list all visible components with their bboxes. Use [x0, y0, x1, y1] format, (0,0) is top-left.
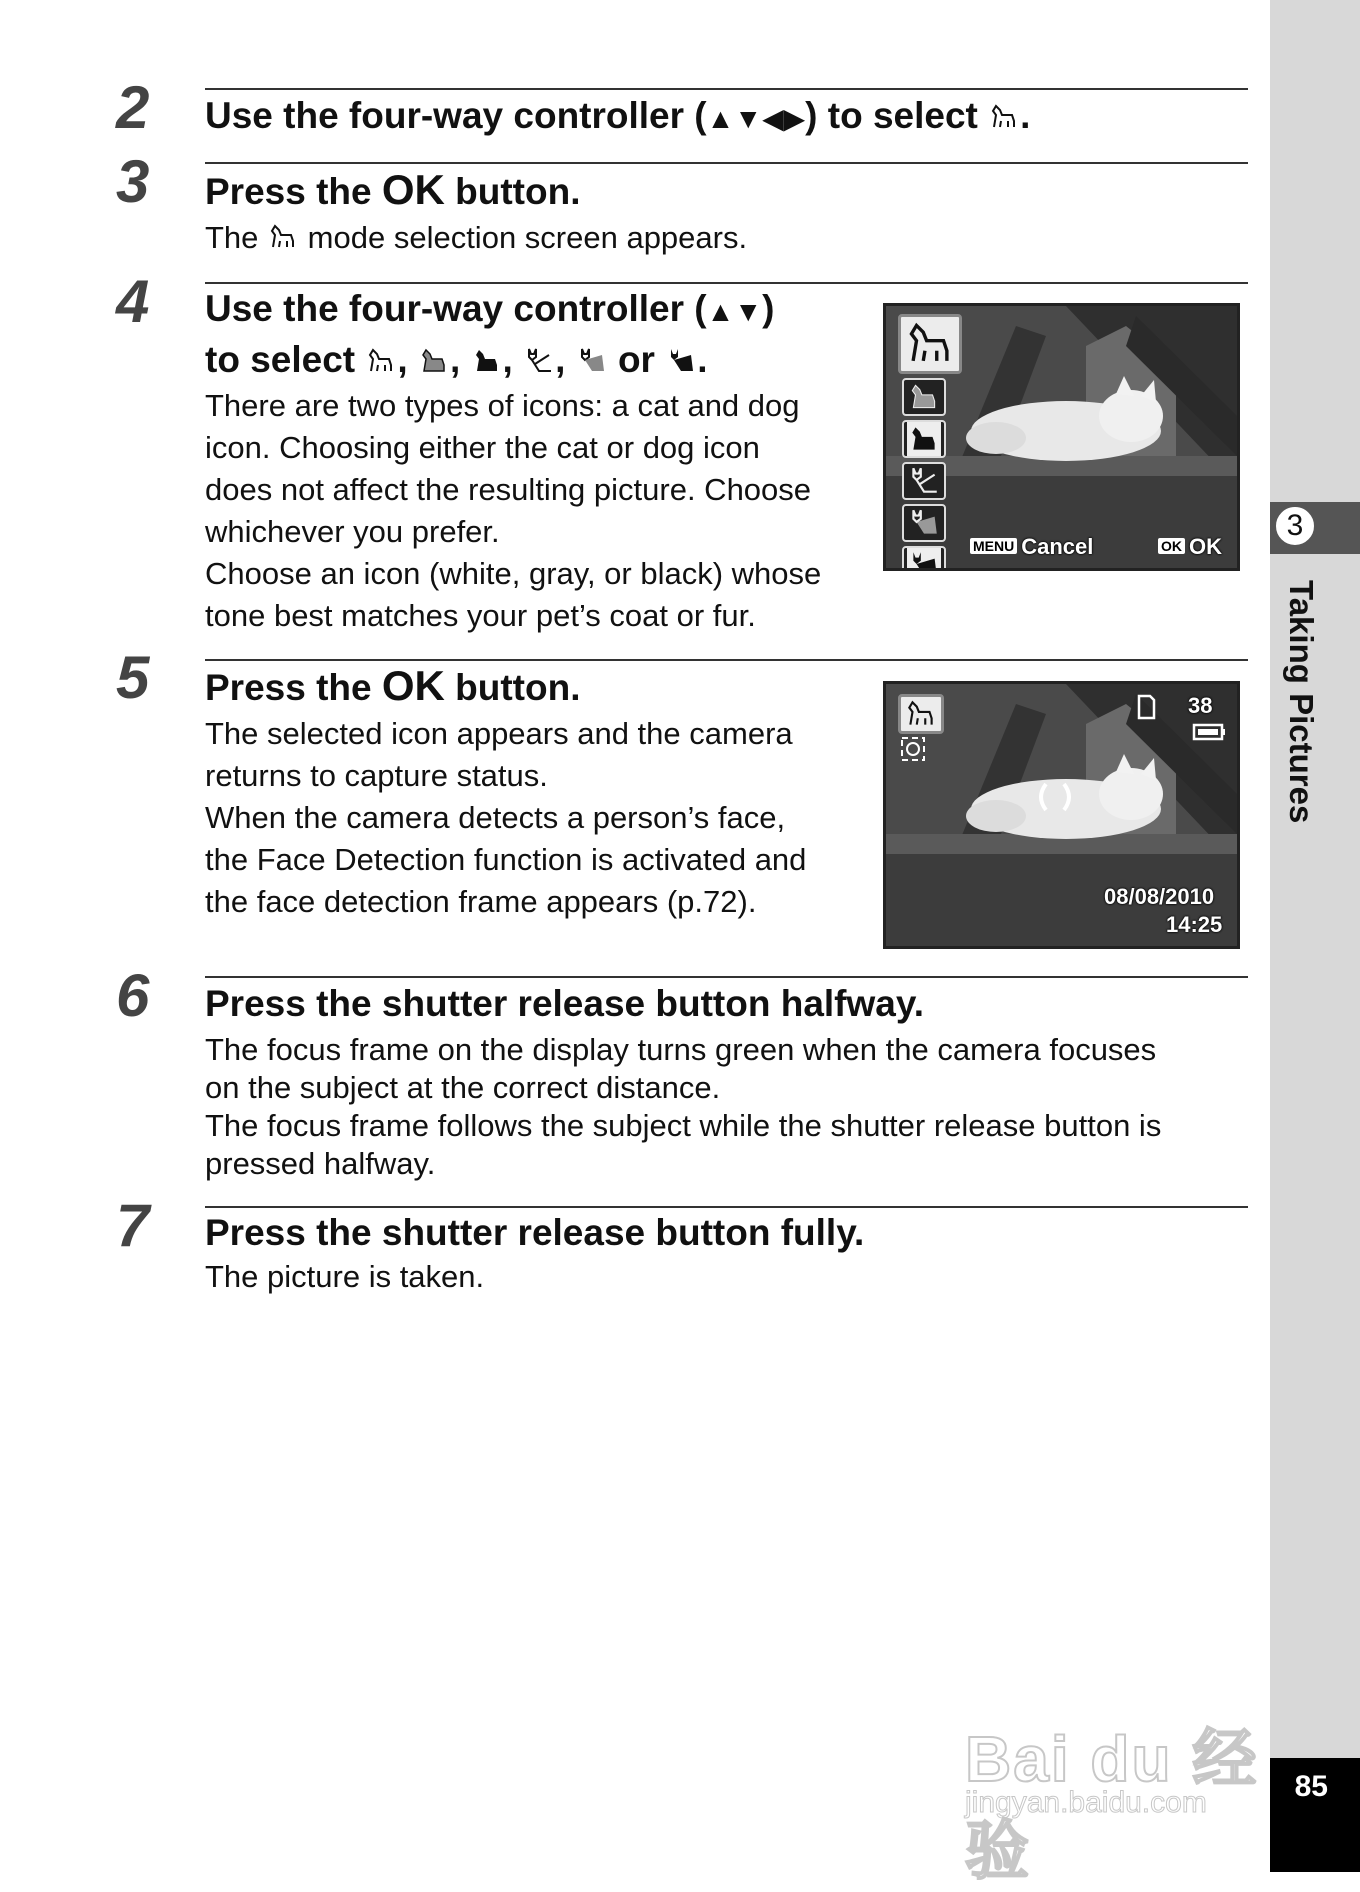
step-body	[205, 713, 806, 923]
body-line: The picture is taken.	[205, 1259, 485, 1294]
body-line: the Face Detection function is activated and	[205, 842, 807, 877]
camera-screen-capture	[883, 681, 1240, 949]
step-number: 4	[116, 268, 150, 335]
step-title	[205, 92, 1030, 143]
title-text: ) to select	[805, 95, 978, 136]
chapter-title: Taking Pictures	[1283, 580, 1320, 824]
time-display: 14:25	[1166, 912, 1223, 937]
step-title	[205, 285, 774, 384]
dog-white-icon	[988, 97, 1020, 129]
step-number: 5	[116, 644, 150, 711]
body-text: mode selection screen appears.	[307, 220, 748, 255]
arrow-keys-icon: ▲▼◀▶	[706, 103, 806, 134]
step-number: 3	[116, 148, 150, 215]
baidu-watermark	[965, 1668, 1275, 1887]
body-line: There are two types of icons: a cat and dog	[205, 388, 800, 423]
mode-option-dog-gray[interactable]	[902, 378, 946, 416]
body-line: icon. Choosing either the cat or dog icon	[205, 430, 760, 465]
ok-button-glyph: OK	[381, 166, 445, 213]
step-title: Press the shutter release button halfway.	[205, 983, 924, 1024]
separator: ,	[397, 339, 408, 380]
title-text: .	[1020, 95, 1031, 136]
title-text: button.	[455, 171, 581, 212]
step-divider	[205, 282, 1248, 284]
title-text: Use the four-way controller (	[205, 95, 707, 136]
body-line: pressed halfway.	[205, 1146, 436, 1181]
cat-gray-icon	[576, 341, 608, 373]
separator: .	[697, 339, 708, 380]
title-text: Press the	[205, 667, 372, 708]
ok-button-glyph: OK	[381, 662, 445, 709]
step-divider	[205, 976, 1248, 978]
mode-option-cat-black[interactable]	[902, 546, 946, 571]
mode-option-dog-white[interactable]	[898, 314, 962, 374]
body-line: does not affect the resulting picture. Choose	[205, 472, 812, 507]
chapter-number: 3	[1273, 504, 1317, 548]
menu-key-badge: MENU	[970, 538, 1017, 554]
step-divider	[205, 659, 1248, 661]
step-body	[205, 385, 821, 637]
step-divider	[205, 162, 1248, 164]
body-line: whichever you prefer.	[205, 514, 500, 549]
arrow-keys-icon: ▲▼	[706, 296, 763, 327]
camera-screen-mode-select	[883, 303, 1240, 571]
body-line: tone best matches your pet’s coat or fur.	[205, 598, 756, 633]
body-line: The focus frame on the display turns green when the camera focuses	[205, 1032, 1157, 1067]
body-line: The selected icon appears and the camera	[205, 716, 793, 751]
chapter-strip	[1270, 0, 1360, 1872]
ok-hint[interactable]	[1158, 534, 1222, 560]
ok-key-badge: OK	[1158, 538, 1185, 554]
step-number: 7	[116, 1192, 150, 1259]
cancel-hint[interactable]	[970, 534, 1093, 560]
watermark-site: jingyan.baidu.com	[965, 1786, 1207, 1819]
body-line: on the subject at the correct distance.	[205, 1070, 721, 1105]
dog-white-icon	[365, 341, 397, 373]
pet-mode-icon-list	[898, 314, 958, 571]
separator: ,	[502, 339, 513, 380]
step-body	[205, 1031, 1161, 1183]
step-divider	[205, 1206, 1248, 1208]
cat-white-icon	[523, 341, 555, 373]
page-number: 85	[1294, 1770, 1328, 1803]
body-line: When the camera detects a person’s face,	[205, 800, 786, 835]
mode-option-cat-gray[interactable]	[902, 504, 946, 542]
body-line: returns to capture status.	[205, 758, 548, 793]
title-text: Use the four-way controller (	[205, 288, 707, 329]
separator: ,	[449, 339, 461, 380]
shots-remaining: 38	[1188, 693, 1213, 718]
face-detection-icon	[900, 736, 926, 762]
cancel-label: Cancel	[1021, 534, 1094, 559]
body-line: The focus frame follows the subject while the shutter release button is	[205, 1108, 1162, 1143]
step-title	[205, 166, 580, 216]
step-divider	[205, 88, 1248, 90]
title-text: )	[762, 288, 775, 329]
title-text: or	[617, 339, 655, 380]
mode-option-cat-white[interactable]	[902, 462, 946, 500]
step-body	[205, 1256, 484, 1298]
body-line: Choose an icon (white, gray, or black) whose	[205, 556, 822, 591]
step-title	[205, 662, 580, 712]
body-line: the face detection frame appears (p.72).	[205, 884, 757, 919]
ok-label: OK	[1189, 534, 1222, 559]
step-body	[205, 217, 747, 259]
title-text: to select	[205, 339, 356, 380]
step-title: Press the shutter release button fully.	[205, 1212, 865, 1253]
dog-gray-icon	[418, 341, 450, 373]
cat-black-icon	[665, 341, 697, 373]
battery-icon	[1192, 722, 1226, 742]
separator: ,	[555, 339, 566, 380]
body-text: The	[205, 220, 259, 255]
watermark-brand: Bai du 经验	[965, 1723, 1259, 1887]
selected-pet-mode-icon	[898, 694, 944, 734]
mode-option-dog-black[interactable]	[902, 420, 946, 458]
step-number: 2	[116, 74, 150, 141]
date-display: 08/08/2010	[1104, 884, 1215, 909]
memory-card-icon	[1136, 694, 1156, 720]
dog-white-icon	[267, 221, 299, 253]
title-text: Press the	[205, 171, 372, 212]
dog-black-icon	[471, 341, 503, 373]
title-text: button.	[455, 667, 581, 708]
step-number: 6	[116, 962, 150, 1029]
